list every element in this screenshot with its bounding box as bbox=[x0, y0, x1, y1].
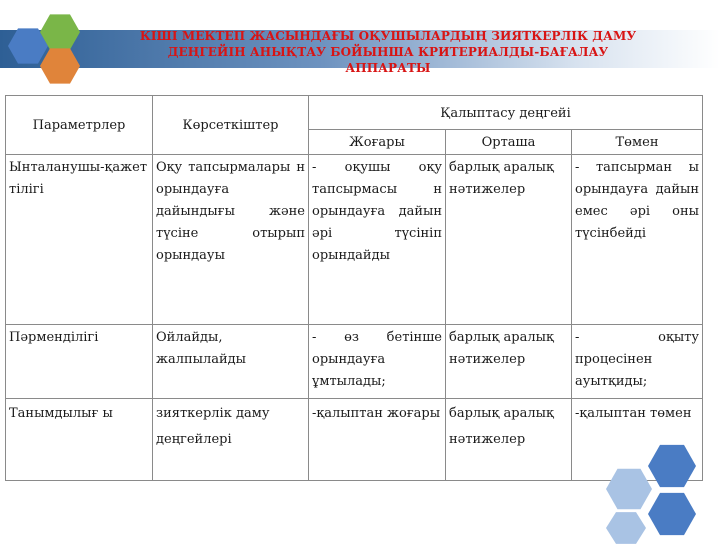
cell-indicator: зияткерлік даму деңгейлері bbox=[153, 399, 309, 481]
header-indicators: Көрсеткіштер bbox=[153, 96, 309, 155]
table-row bbox=[6, 399, 703, 481]
table-row bbox=[6, 325, 703, 399]
cell-param: Пәрменділігі bbox=[6, 325, 153, 399]
cell-indicator: Ойлайды, жалпылайды bbox=[153, 325, 309, 399]
page-title bbox=[88, 28, 688, 76]
table-row bbox=[6, 155, 703, 325]
hexagon-shape bbox=[40, 46, 80, 86]
cell-param: Ынталанушы-қажеттілігі bbox=[6, 155, 153, 325]
header-high: Жоғары bbox=[309, 130, 446, 155]
cell-high: - өз бетінше орындауға ұмтылады; bbox=[309, 325, 446, 399]
cell-medium: барлық аралық нәтижелер bbox=[446, 155, 572, 325]
cell-param: Танымдылығ ы bbox=[6, 399, 153, 481]
cell-medium: барлық аралық нәтижелер bbox=[446, 325, 572, 399]
cell-high: - оқушы оқу тапсырмасы н орындауға дайын әрі түсініп орындайды bbox=[309, 155, 446, 325]
header-low: Төмен bbox=[572, 130, 703, 155]
hexagon-shape bbox=[648, 490, 696, 538]
cell-medium: барлық аралық нәтижелер bbox=[446, 399, 572, 481]
cell-low: -қалыптан төмен bbox=[572, 399, 703, 481]
title-line: ДЕҢГЕЙІН АНЫҚТАУ БОЙЫНША КРИТЕРИАЛДЫ-БАҒАЛАУ bbox=[167, 45, 609, 59]
cell-high: -қалыптан жоғары bbox=[309, 399, 446, 481]
cell-indicator: Оқу тапсырмалары н орындауға дайындығы және түсіне отырып орындауы bbox=[153, 155, 309, 325]
table-header-row bbox=[6, 96, 703, 130]
cell-low: - оқыту процесінен ауытқиды; bbox=[572, 325, 703, 399]
cell-low: - тапсырман ы орындауға дайын емес әрі оны түсінбейді bbox=[572, 155, 703, 325]
header-levels: Қалыптасу деңгейі bbox=[309, 96, 703, 130]
hexagon-shape bbox=[606, 510, 646, 546]
criteria-table bbox=[5, 95, 703, 481]
title-line: КІШІ МЕКТЕП ЖАСЫНДАҒЫ ОҚУШЫЛАРДЫҢ ЗИЯТКЕРЛІК ДАМУ bbox=[139, 29, 637, 43]
header-medium: Орташа bbox=[446, 130, 572, 155]
header-param: Параметрлер bbox=[6, 96, 153, 155]
title-line: АППАРАТЫ bbox=[345, 61, 431, 75]
logo-hexagons bbox=[0, 0, 100, 100]
